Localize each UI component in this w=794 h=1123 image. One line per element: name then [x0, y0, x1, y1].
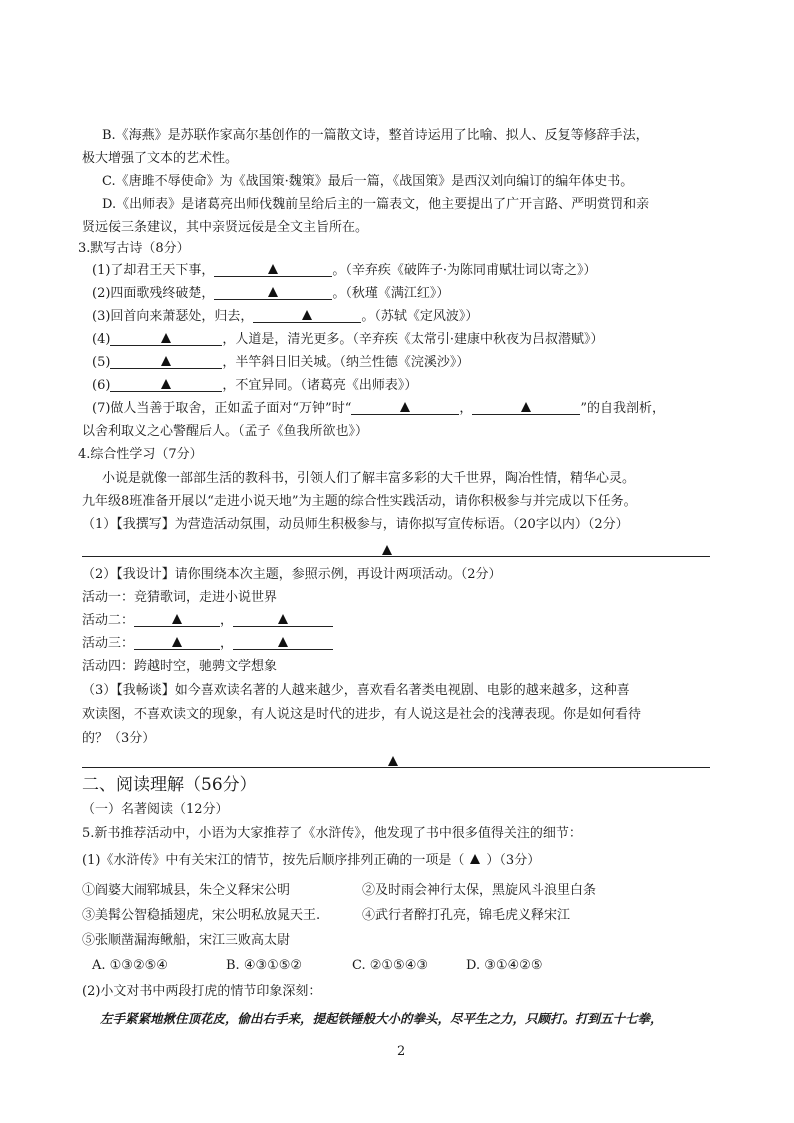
section-heading: 二、阅读理解（56分） — [82, 775, 257, 795]
q4-activity3 — [82, 635, 333, 653]
q4-activity4: 活动四：跨越时空，驰骋文学想象 — [82, 659, 278, 674]
q3-line7b: 以舍利取义之心警醒后人。（孟子《鱼我所欲也》） — [82, 424, 369, 439]
triangle-marker-icon — [278, 637, 288, 647]
q3-line7-mid: ， — [459, 401, 473, 416]
comma: ， — [220, 636, 234, 651]
option-1: ①阎婆大闹郓城县，朱仝义释宋公明 — [82, 883, 291, 898]
q3-line7 — [92, 400, 665, 418]
q3-line4-post: ，人道是，清光更多。（辛弃疾《太常引·建康中秋夜为吕叔潜赋》） — [222, 332, 604, 347]
triangle-marker-icon — [268, 264, 278, 274]
answer-blank[interactable] — [134, 612, 220, 627]
q5-intro: 5.新书推荐活动中，小语为大家推荐了《水浒传》，他发现了书中很多值得关注的细节： — [82, 826, 582, 841]
q4-intro2: 九年级8班准备开展以“走进小说天地”为主题的综合性实践活动，请你积极参与并完成以下任务。 — [82, 494, 637, 509]
option-3: ③美髯公智稳插翅虎，宋公明私放晁天王. — [82, 908, 321, 923]
q3-line6-pre: (6) — [92, 378, 111, 393]
activity3-label: 活动三： — [82, 636, 135, 651]
subsection-heading: （一）名著阅读（12分） — [82, 802, 229, 817]
choice-c[interactable]: C. ②①⑤④③ — [352, 958, 429, 973]
q3-line3-post: 。（苏轼《定风波》） — [361, 309, 479, 324]
triangle-marker-icon — [278, 614, 288, 624]
triangle-marker-icon — [161, 333, 171, 343]
comma: ， — [220, 613, 234, 628]
answer-blank[interactable] — [351, 400, 459, 415]
answer-blank[interactable] — [214, 285, 332, 300]
triangle-marker-icon — [388, 756, 398, 766]
answer-blank[interactable] — [472, 400, 580, 415]
triangle-marker-icon — [302, 310, 312, 320]
q3-line1-pre: (1)了却君王天下事， — [92, 263, 215, 278]
answer-blank[interactable] — [253, 308, 361, 323]
q3-title: 3.默写古诗（8分） — [78, 241, 190, 256]
q4-part3-line3: 的？（3分） — [82, 731, 156, 746]
triangle-marker-icon — [521, 402, 531, 412]
answer-blank[interactable] — [233, 612, 333, 627]
q4-part2: （2）【我设计】请你围绕本次主题，参照示例，再设计两项活动。（2分） — [82, 567, 502, 582]
option-4: ④武行者醉打孔亮，锦毛虎义释宋江 — [362, 908, 571, 923]
q4-part3-line1: （3）【我畅谈】如今喜欢读名著的人越来越少，喜欢看名著类电视剧、电影的越来越多，这种喜 — [82, 683, 630, 698]
q3-line5 — [92, 354, 469, 372]
q4-activity2 — [82, 612, 333, 630]
q3-line2 — [92, 285, 449, 303]
q3-line4-pre: (4) — [92, 332, 111, 347]
choice-a[interactable]: A. ①③②⑤④ — [92, 958, 168, 973]
q5-part1-pre: (1)《水浒传》中有关宋江的情节，按先后顺序排列正确的一项是（ — [82, 853, 465, 868]
triangle-marker-icon — [470, 854, 480, 864]
option-2: ②及时雨会神行太保，黑旋风斗浪里白条 — [362, 883, 597, 898]
triangle-marker-icon — [172, 637, 182, 647]
answer-line[interactable] — [82, 767, 710, 768]
answer-blank[interactable] — [233, 635, 333, 650]
q3-line5-post: ，半竿斜日旧关城。（纳兰性德《浣溪沙》） — [222, 355, 470, 370]
choice-b[interactable]: B. ④③①⑤② — [226, 958, 303, 973]
triangle-marker-icon — [172, 614, 182, 624]
q3-line3-pre: (3)回首向来萧瑟处，归去， — [92, 309, 254, 324]
answer-line[interactable] — [82, 556, 710, 557]
item-d-line1: D.《出师表》是诸葛亮出师伐魏前呈给后主的一篇表文，他主要提出了广开言路、严明赏罚和亲 — [102, 197, 650, 212]
q3-line6-post: ，不宜异同。（诸葛亮《出师表》） — [222, 378, 418, 393]
answer-blank[interactable] — [110, 377, 222, 392]
q5-part1 — [82, 852, 540, 870]
q3-line2-pre: (2)四面歌残终破楚， — [92, 286, 215, 301]
q5-part1-post: ）（3分） — [486, 853, 541, 868]
answer-blank[interactable] — [110, 331, 222, 346]
item-b-line2: 极大增强了文本的艺术性。 — [82, 151, 239, 166]
q3-line5-pre: (5) — [92, 355, 111, 370]
q5-part2: (2)小文对书中两段打虎的情节印象深刻： — [82, 984, 322, 999]
item-d-line2: 贤远佞三条建议，其中亲贤远佞是全文主旨所在。 — [82, 220, 369, 235]
excerpt-line: 左手紧紧地揪住顶花皮，偷出右手来，提起铁锤般大小的拳头，尽平生之力，只顾打。打到五十七拳， — [100, 1011, 663, 1026]
q4-title: 4.综合性学习（7分） — [78, 447, 203, 462]
q3-line1 — [92, 262, 597, 280]
triangle-marker-icon — [161, 379, 171, 389]
triangle-marker-icon — [161, 356, 171, 366]
q4-part1: （1）【我撰写】为营造活动氛围，动员师生积极参与，请你拟写宣传标语。（20字以内）（2分） — [82, 517, 629, 532]
q4-intro1: 小说是就像一部部生活的教科书，引领人们了解丰富多彩的大千世界，陶冶性情，精华心灵。 — [102, 471, 636, 486]
choice-d[interactable]: D. ③①④②⑤ — [466, 958, 543, 973]
item-b-line1: B.《海燕》是苏联作家高尔基创作的一篇散文诗，整首诗运用了比喻、拟人、反复等修辞手法， — [102, 128, 649, 143]
triangle-marker-icon — [382, 545, 392, 555]
item-c-line: C.《唐雎不辱使命》为《战国策·魏策》最后一篇，《战国策》是西汉刘向编订的编年体史书。 — [102, 174, 634, 189]
triangle-marker-icon — [400, 402, 410, 412]
q4-activity1: 活动一：竞猜歌词，走进小说世界 — [82, 590, 278, 605]
q3-line7-pre: (7)做人当善于取舍，正如孟子面对“万钟”时“ — [92, 401, 352, 416]
q4-part3-line2: 欢读图，不喜欢读文的现象，有人说这是时代的进步，有人说这是社会的浅薄表现。你是如何看待 — [82, 707, 642, 722]
activity2-label: 活动二： — [82, 613, 135, 628]
q3-line2-post: 。（秋瑾《满江红》） — [332, 286, 450, 301]
q3-line6 — [92, 377, 417, 395]
page-number: 2 — [397, 1044, 406, 1059]
option-5: ⑤张顺凿漏海鳅船，宋江三败高太尉 — [82, 933, 291, 948]
answer-blank[interactable] — [214, 262, 332, 277]
answer-blank[interactable] — [110, 354, 222, 369]
q3-line1-post: 。（辛弃疾《破阵子·为陈同甫赋壮词以寄之》） — [332, 263, 597, 278]
answer-blank[interactable] — [134, 635, 220, 650]
q3-line3 — [92, 308, 478, 326]
q3-line4 — [92, 331, 604, 349]
triangle-marker-icon — [268, 287, 278, 297]
q3-line7-post: ”的自我剖析， — [580, 401, 666, 416]
